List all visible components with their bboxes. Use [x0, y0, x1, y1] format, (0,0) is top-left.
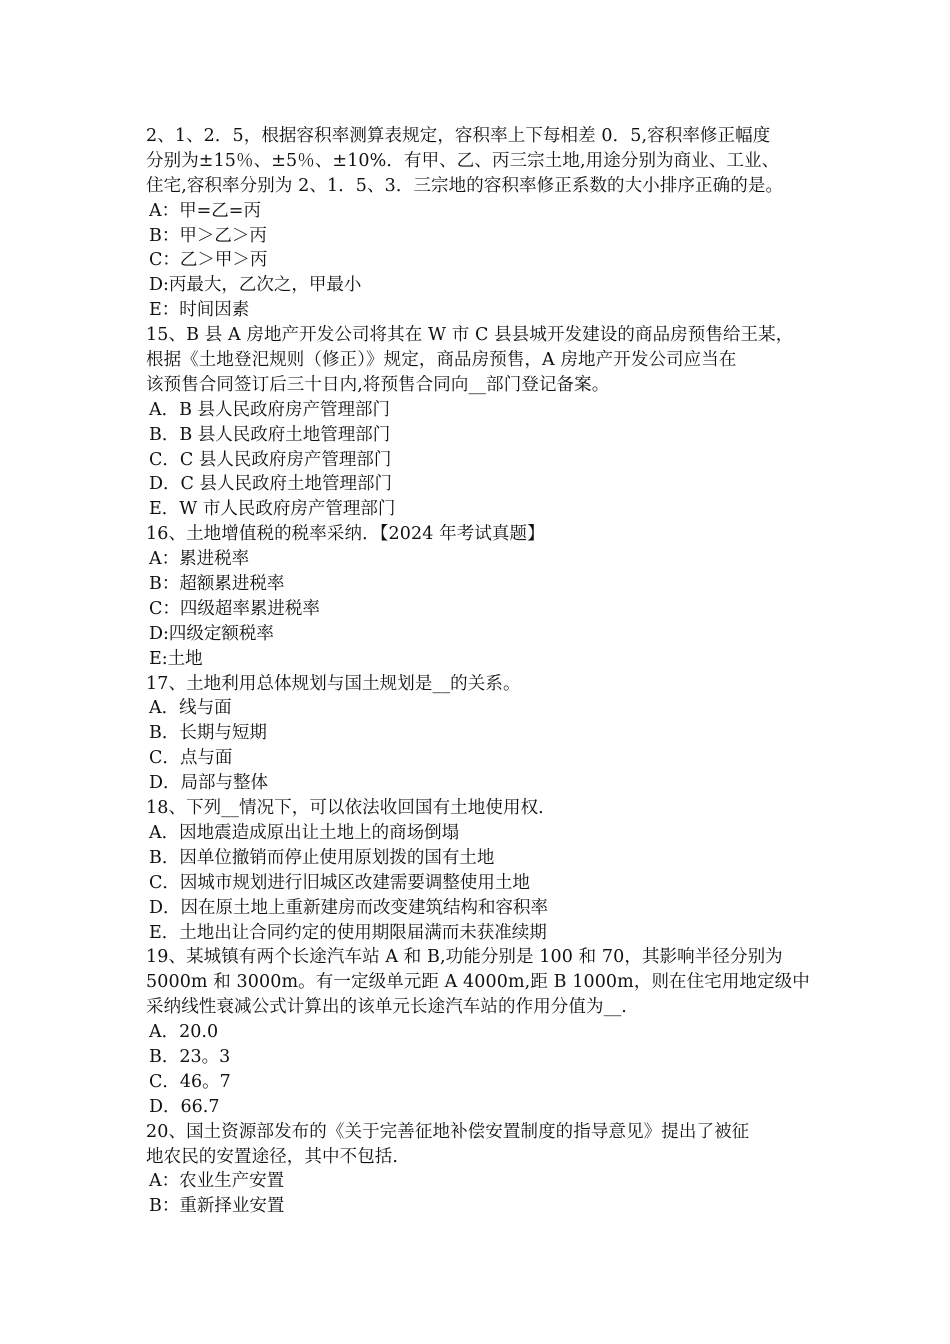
option-a: A．线与面	[149, 698, 232, 719]
option-a: A．B 县人民政府房产管理部门	[149, 399, 391, 420]
question-block	[146, 124, 814, 323]
question-block	[146, 1120, 814, 1220]
option-e: E：时间因素	[149, 300, 250, 321]
option-e: E．W 市人民政府房产管理部门	[149, 499, 396, 520]
option-c: C：乙＞甲＞丙	[149, 250, 268, 271]
option-d: D．C 县人民政府土地管理部门	[149, 474, 392, 495]
option-d: D:丙最大，乙次之，甲最小	[149, 275, 362, 296]
option-a: A：农业生产安置	[149, 1171, 285, 1192]
question-text-line: 16、土地增值税的税率采纳．【2024 年考试真题】	[146, 524, 545, 545]
option-c: C．点与面	[149, 748, 233, 769]
option-b: B．B 县人民政府土地管理部门	[149, 424, 391, 445]
option-c: C．C 县人民政府房产管理部门	[149, 449, 392, 470]
option-d: D:四级定额税率	[149, 623, 274, 644]
option-a: A．因地震造成原出让土地上的商场倒塌	[149, 822, 460, 843]
option-a: A．20.0	[149, 1022, 219, 1043]
question-block	[146, 522, 814, 671]
question-text-line: 分别为±15％、±5％、±10%．有甲、乙、丙三宗土地,用途分别为商业、工业、	[146, 150, 780, 171]
question-text-line: 17、土地利用总体规划与国土规划是__的关系。	[146, 673, 521, 694]
option-c: C：四级超率累进税率	[149, 598, 320, 619]
question-block	[146, 945, 814, 1119]
question-block	[146, 796, 814, 945]
option-d: D．因在原土地上重新建房而改变建筑结构和容积率	[149, 897, 549, 918]
question-text-line: 采纳线性衰减公式计算出的该单元长途汽车站的作用分值为__.	[146, 997, 627, 1018]
option-e: E:土地	[149, 648, 203, 669]
option-d: D．局部与整体	[149, 773, 269, 794]
option-b: B：甲＞乙＞丙	[149, 225, 267, 246]
option-b: B：重新择业安置	[149, 1196, 285, 1217]
option-b: B．长期与短期	[149, 723, 267, 744]
question-block	[146, 323, 814, 522]
question-block	[146, 672, 814, 796]
option-b: B：超额累进税率	[149, 574, 285, 595]
question-text-line: 住宅,容积率分别为 2、1．5、3．三宗地的容积率修正系数的大小排序正确的是。	[146, 175, 784, 196]
option-e: E．土地出让合同约定的使用期限届满而未获准续期	[149, 922, 547, 943]
question-text-line: 20、国土资源部发布的《关于完善征地补偿安置制度的指导意见》提出了被征	[146, 1121, 750, 1142]
option-d: D．66.7	[149, 1096, 220, 1117]
option-b: B．因单位撤销而停止使用原划拨的国有土地	[149, 847, 495, 868]
question-text-line: 19、某城镇有两个长途汽车站 A 和 B,功能分别是 100 和 70，其影响半径分别为	[146, 947, 783, 968]
option-a: A：甲=乙=丙	[149, 200, 261, 221]
question-text-line: 地农民的安置途径，其中不包括.	[146, 1146, 399, 1167]
option-a: A：累进税率	[149, 549, 250, 570]
option-b: B．23。3	[149, 1046, 231, 1067]
question-text-line: 5000m 和 3000m。有一定级单元距 A 4000m,距 B 1000m，则在住宅用地定级中	[146, 972, 810, 993]
document-content	[146, 124, 814, 1219]
question-text-line: 该预售合同签订后三十日内,将预售合同向__部门登记备案。	[146, 374, 610, 395]
question-text-line: 15、B 县 A 房地产开发公司将其在 W 市 C 县县城开发建设的商品房预售给王某，	[146, 325, 794, 346]
option-c: C．46。7	[149, 1071, 231, 1092]
question-text-line: 2、1、2．5，根据容积率测算表规定，容积率上下每相差 0．5,容积率修正幅度	[146, 126, 771, 146]
question-text-line: 18、下列__情况下，可以依法收回国有土地使用权.	[146, 798, 544, 819]
question-text-line: 根据《土地登汜规则（修正）》规定，商品房预售，A 房地产开发公司应当在	[146, 350, 737, 371]
option-c: C．因城市规划进行旧城区改建需要调整使用土地	[149, 872, 530, 893]
